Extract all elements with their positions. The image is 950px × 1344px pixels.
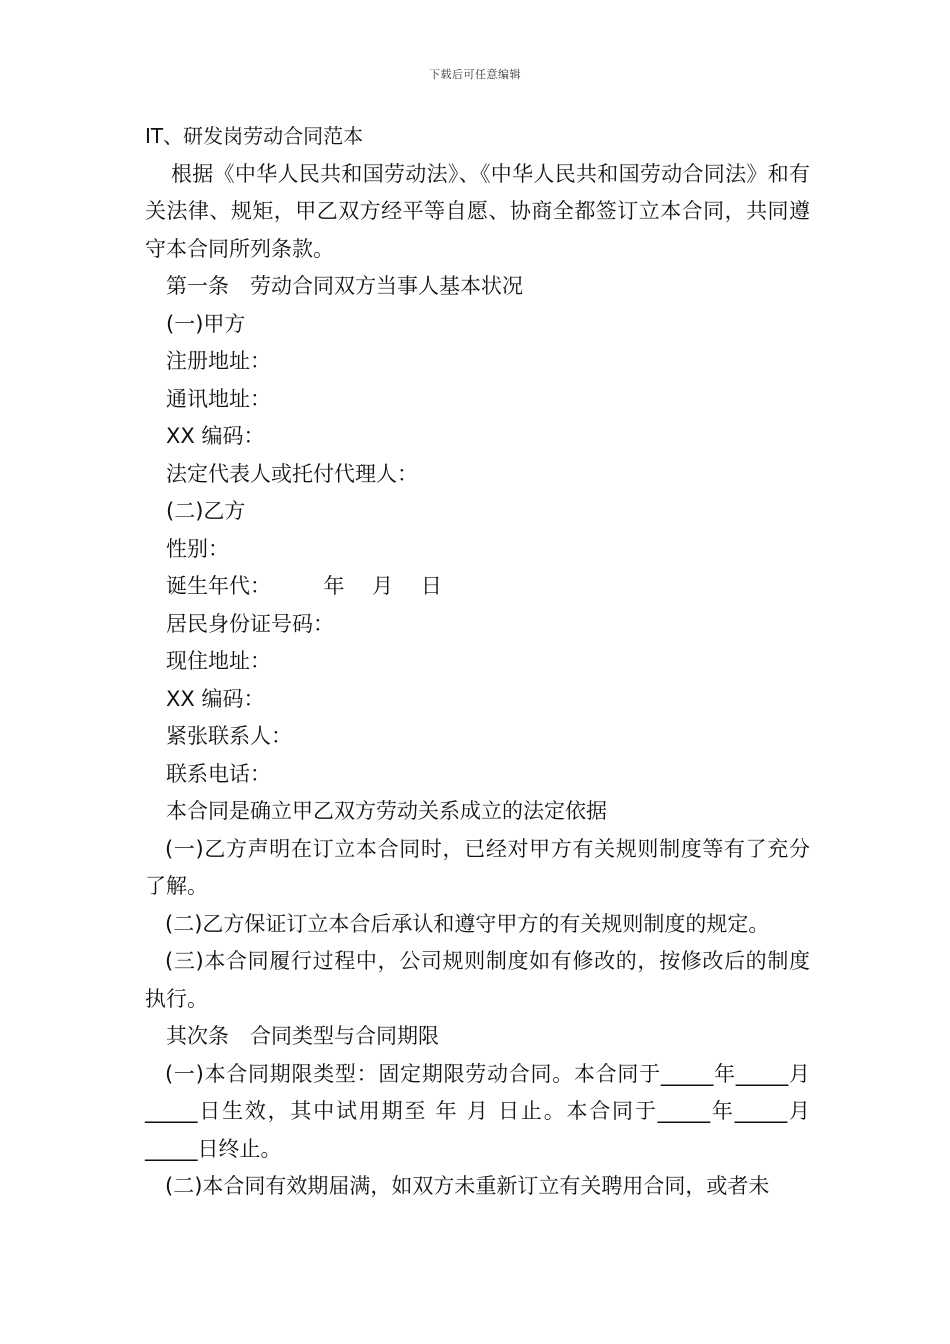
article-2-heading: 其次条 合同类型与合同期限 (166, 1024, 439, 1048)
document-title: IT、研发岗劳动合同范本 (145, 124, 364, 148)
article-1-heading: 第一条 劳动合同双方当事人基本状况 (166, 274, 523, 298)
party-b-current-address: 现住地址： (166, 649, 271, 673)
party-b-gender: 性别： (166, 536, 229, 561)
basis-item-1: (一)乙方声明在订立本合同时，已经对甲方有关规则制度等有了充分了解。 (145, 836, 810, 898)
party-a-registered-address: 注册地址： (166, 349, 271, 373)
page-header-note: 下载后可任意编辑 (429, 68, 521, 81)
term-item-2: (二)本合同有效期届满，如双方未重新订立有关聘用合同，或者未 (165, 1174, 770, 1198)
party-b-birth-date: 诞生年代： 年 月 日 (166, 574, 442, 598)
basis-item-2: (二)乙方保证订立本合后承认和遵守甲方的有关规则制度的规定。 (165, 911, 770, 936)
basis-item-3: (三)本合同履行过程中，公司规则制度如有修改的，按修改后的制度执行。 (145, 949, 810, 1011)
party-b-label: (二)乙方 (166, 499, 246, 523)
intro-paragraph: 根据《中华人民共和国劳动法》、《中华人民共和国劳动合同法》和有关法律、规矩，甲乙双方经平等自愿、协商全都签订立本合同，共同遵守本合同所列条款。 (145, 161, 810, 261)
party-b-postal-code: XX 编码： (166, 686, 265, 711)
document-body (145, 118, 810, 1206)
party-a-postal-code: XX 编码： (166, 424, 265, 448)
party-a-legal-representative: 法定代表人或托付代理人： (166, 461, 418, 486)
term-item-1: (一)本合同期限类型：固定期限劳动合同。本合同于_____年_____月_____日生效，其中试用期至 年 月 日止。本合同于_____年_____月_____日终止。 (145, 1061, 810, 1161)
party-b-phone: 联系电话： (166, 761, 271, 786)
party-b-id-number: 居民身份证号码： (166, 611, 334, 636)
party-a-label: (一)甲方 (166, 311, 246, 336)
party-a-mailing-address: 通讯地址： (166, 386, 271, 411)
party-b-emergency-contact: 紧张联系人： (166, 724, 292, 748)
basis-heading: 本合同是确立甲乙双方劳动关系成立的法定依据 (166, 799, 607, 823)
